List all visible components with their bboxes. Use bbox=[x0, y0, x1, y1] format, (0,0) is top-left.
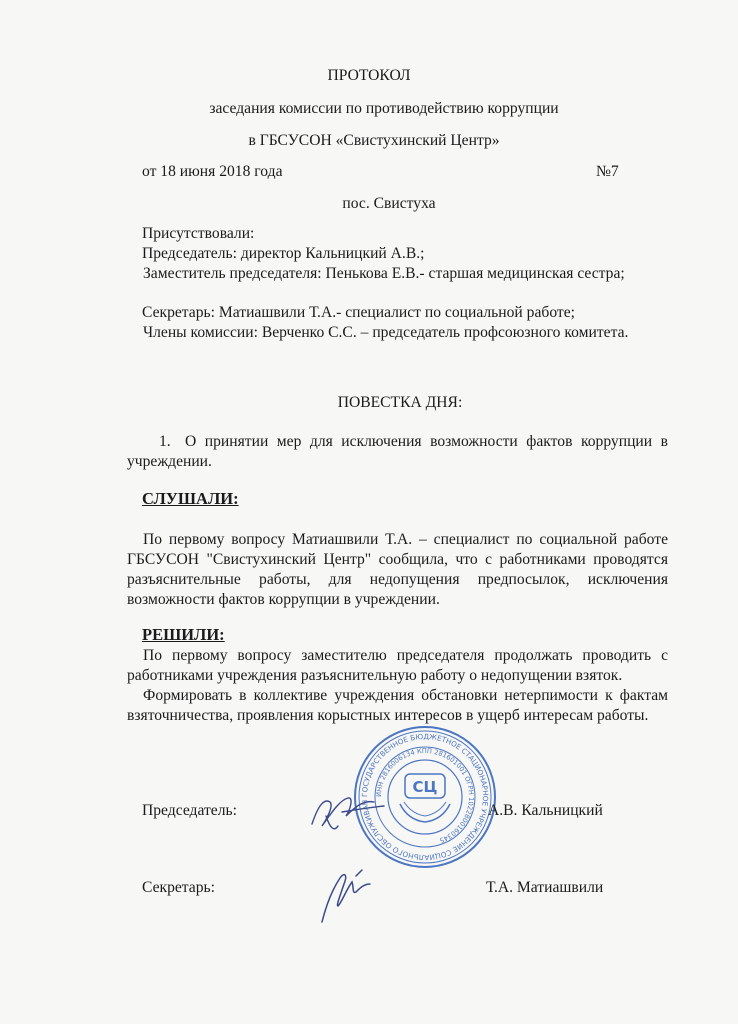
stamp-inner-text: ИНН 2816006134 КПП 281601001 ОГРН 1022800160345 bbox=[374, 746, 476, 845]
document-number: №7 bbox=[596, 163, 619, 180]
attendee-secretary: Секретарь: Матиашвили Т.А.- специалист по социальной работе; bbox=[142, 304, 575, 321]
decided-paragraph1: По первому вопросу заместителю председателя продолжать проводить с работниками учреждения разъяснительную работу о недопущении взяток. bbox=[127, 647, 668, 684]
decided-heading: РЕШИЛИ: bbox=[142, 625, 225, 644]
secretary-signature-label: Секретарь: bbox=[142, 879, 215, 896]
secretary-signature-icon bbox=[312, 862, 392, 928]
agenda-item-number: 1. bbox=[159, 433, 171, 450]
agenda-item bbox=[127, 432, 668, 472]
document-subtitle-line2: в ГБСУСОН «Свистухинский Центр» bbox=[248, 132, 500, 149]
decided-paragraph2: Формировать в коллективе учреждения обстановки нетерпимости к фактам взяточничества, проявления корыстных интересов в ущерб интересам работы. bbox=[127, 687, 668, 724]
document-title: ПРОТОКОЛ bbox=[327, 67, 411, 84]
document-place: пос. Свистуха bbox=[342, 195, 436, 212]
agenda-item-text: О принятии мер для исключения возможности фактов коррупции в учреждении. bbox=[127, 433, 668, 470]
document-subtitle-line1: заседания комиссии по противодействию коррупции bbox=[209, 100, 559, 117]
attendees-heading: Присутствовали: bbox=[142, 225, 255, 242]
chair-signature-label: Председатель: bbox=[142, 802, 237, 819]
chair-signature-icon bbox=[304, 776, 414, 836]
attendee-deputy: Заместитель председателя: Пенькова Е.В.- старшая медицинская сестра; bbox=[143, 265, 625, 282]
attendee-chair: Председатель: директор Кальницкий А.В.; bbox=[142, 245, 425, 262]
chair-name: А.В. Кальницкий bbox=[488, 802, 603, 819]
attendee-members: Члены комиссии: Верченко С.С. – председатель профсоюзного комитета. bbox=[143, 324, 629, 341]
heard-text: По первому вопросу Матиашвили Т.А. – специалист по социальной работе ГБСУСОН "Свистухинский Центр" сообщила, что с работниками проводятся разъяснительные работы, для недопущения предпосылок, исключения возможности фактов коррупции в учреждении. bbox=[127, 531, 668, 608]
stamp-center-text: СЦ bbox=[412, 778, 438, 796]
secretary-name: Т.А. Матиашвили bbox=[486, 879, 604, 896]
agenda-heading: ПОВЕСТКА ДНЯ: bbox=[337, 394, 463, 411]
heard-heading: СЛУШАЛИ: bbox=[142, 489, 239, 508]
stamp-ring-text: ГОСУДАРСТВЕННОЕ БЮДЖЕТНОЕ СТАЦИОНАРНОЕ УЧРЕЖДЕНИЕ СОЦИАЛЬНОГО ОБСЛУЖИВАН bbox=[359, 731, 491, 863]
document-date: от 18 июня 2018 года bbox=[142, 163, 283, 180]
